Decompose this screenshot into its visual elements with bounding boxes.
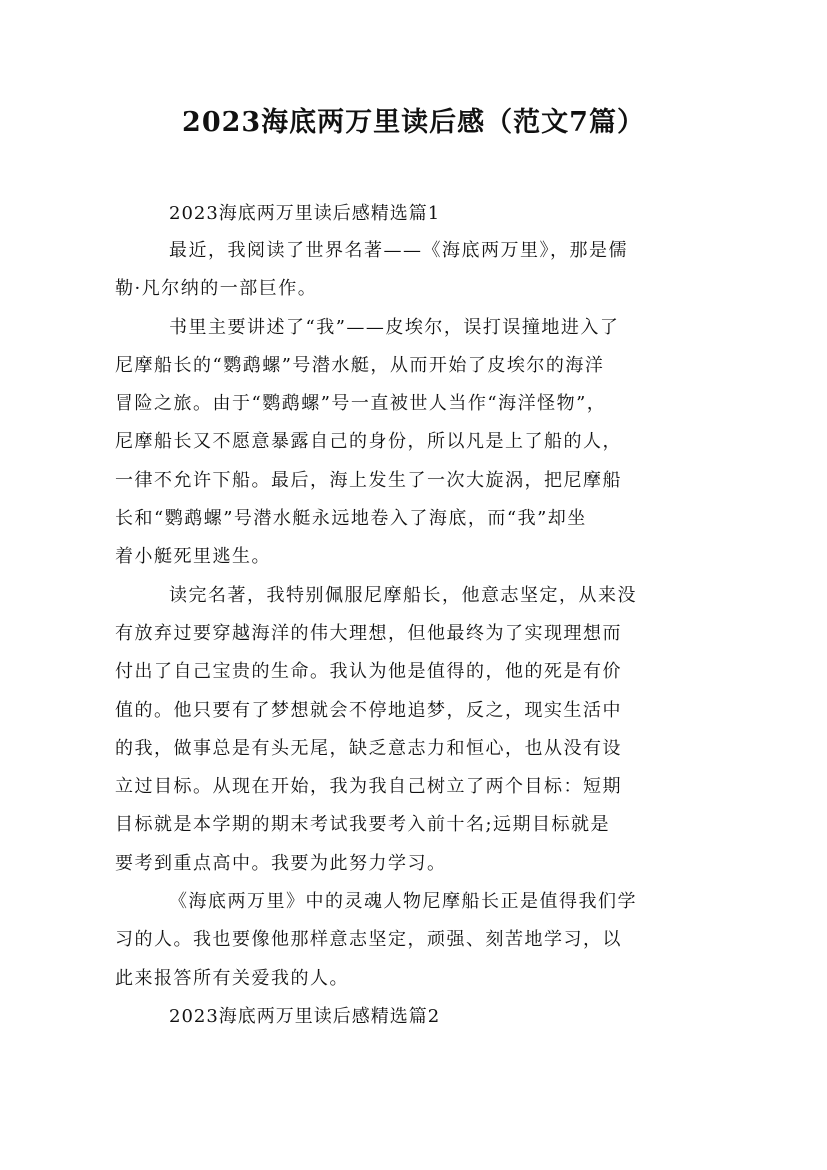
- text-line: 目标就是本学期的期末考试我要考入前十名;远期目标就是: [115, 814, 611, 836]
- text-line: 冒险之旅。由于“鹦鹉螺”号一直被世人当作“海洋怪物”，: [115, 393, 607, 415]
- text-line: 尼摩船长又不愿意暴露自己的身份，所以凡是上了船的人，: [115, 431, 622, 453]
- text-line: 最近，我阅读了世界名著——《海底两万里》，那是儒: [169, 240, 628, 261]
- text-line: 有放弃过要穿越海洋的伟大理想，但他最终为了实现理想而: [115, 622, 622, 644]
- text-line: 读完名著，我特别佩服尼摩船长，他意志坚定，从来没: [169, 584, 637, 606]
- section-heading: 2023海底两万里读后感精选篇2: [169, 1005, 441, 1027]
- section-heading: 2023海底两万里读后感精选篇1: [169, 203, 441, 224]
- text-line: 的我，做事总是有头无尾，缺乏意志力和恒心，也从没有设: [115, 737, 622, 759]
- text-line: 勒·凡尔纳的一部巨作。: [115, 278, 318, 300]
- text-line: 付出了自己宝贵的生命。我认为他是值得的，他的死是有价: [115, 661, 622, 683]
- text-line: 立过目标。从现在开始，我为我自己树立了两个目标：短期: [115, 776, 622, 798]
- paragraph: [115, 883, 709, 998]
- paragraph: [115, 309, 709, 577]
- text-line: 此来报答所有关爱我的人。: [115, 967, 349, 989]
- text-line: 一律不允许下船。最后，海上发生了一次大旋涡，把尼摩船: [115, 469, 622, 491]
- text-line: 习的人。我也要像他那样意志坚定，顽强、刻苦地学习，以: [115, 929, 622, 951]
- text-line: 值的。他只要有了梦想就会不停地追梦，反之，现实生活中: [115, 699, 622, 721]
- paragraph: [115, 232, 709, 309]
- document-body: [115, 195, 709, 1035]
- text-line: 书里主要讲述了“我”——皮埃尔，误打误撞地进入了: [169, 316, 620, 338]
- text-line: 要考到重点高中。我要为此努力学习。: [115, 852, 447, 874]
- text-line: 着小艇死里逃生。: [115, 546, 271, 568]
- text-line: 尼摩船长的“鹦鹉螺”号潜水艇，从而开始了皮埃尔的海洋: [115, 354, 605, 376]
- text-line: 《海底两万里》中的灵魂人物尼摩船长正是值得我们学: [169, 891, 637, 913]
- document-title: 2023海底两万里读后感（范文7篇）: [182, 107, 645, 138]
- paragraph: [115, 577, 709, 883]
- text-line: 长和“鹦鹉螺”号潜水艇永远地卷入了海底，而“我”却坐: [115, 508, 587, 530]
